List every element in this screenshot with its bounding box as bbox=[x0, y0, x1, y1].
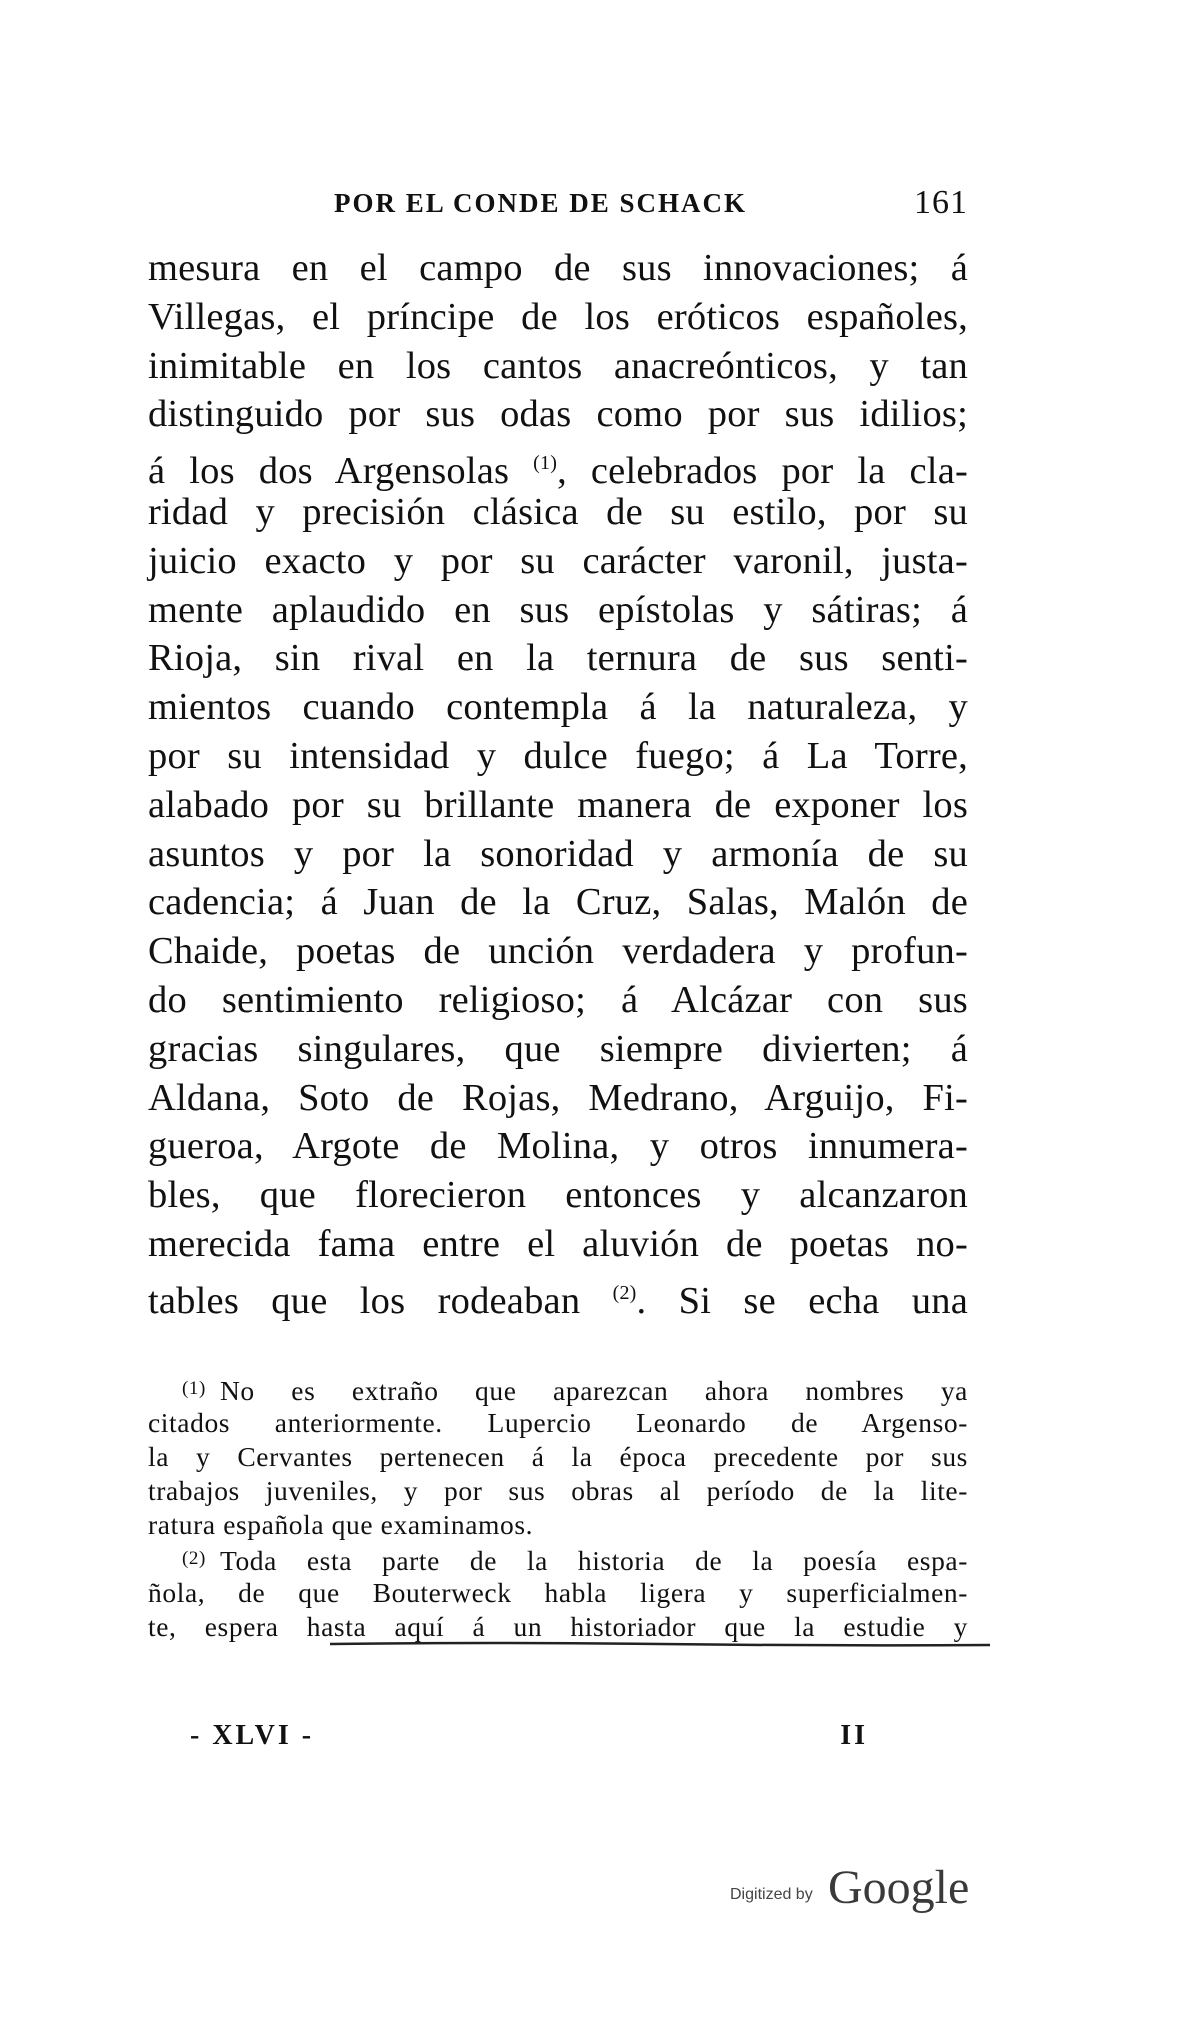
text-segment: á los dos Argensolas bbox=[148, 450, 534, 493]
footnote-2-mark: (2) bbox=[182, 1548, 206, 1569]
text-line: mientos cuando contempla á la naturaleza, y bbox=[148, 686, 968, 729]
text-line: Chaide, poetas de unción verdadera y profun- bbox=[148, 930, 968, 973]
footnote-1-line bbox=[148, 1372, 968, 1406]
page-header bbox=[148, 184, 968, 228]
footnote-1-line: citados anteriormente. Lupercio Leonardo de Argenso- bbox=[148, 1407, 968, 1438]
text-line: mesura en el campo de sus innovaciones; á bbox=[148, 247, 968, 289]
body-text bbox=[148, 244, 968, 1322]
footnote-1-mark: (1) bbox=[182, 1378, 206, 1399]
page-number: 161 bbox=[914, 184, 968, 221]
running-head: POR EL CONDE DE SCHACK bbox=[334, 188, 748, 218]
text-line: gueroa, Argote de Molina, y otros innumera- bbox=[148, 1125, 968, 1168]
text-line: do sentimiento religioso; á Alcázar con sus bbox=[148, 978, 968, 1021]
text-line: alabado por su brillante manera de exponer los bbox=[148, 783, 968, 826]
watermark-small-text: Digitized by bbox=[730, 1886, 813, 1903]
footnote-1-line: la y Cervantes pertenecen á la época precedente por sus bbox=[148, 1441, 968, 1472]
signature-right: II bbox=[840, 1720, 868, 1751]
handwritten-underline bbox=[330, 1641, 990, 1647]
text-line: Aldana, Soto de Rojas, Medrano, Arguijo, Fi- bbox=[148, 1076, 968, 1119]
footnote-1-line: trabajos juveniles, y por sus obras al período de la lite- bbox=[148, 1475, 968, 1506]
footnote-ref-1: (1) bbox=[533, 452, 558, 475]
footnotes bbox=[148, 1372, 968, 1644]
footnote-2-line: te, espera hasta aquí á un historiador que la estudie y bbox=[148, 1611, 968, 1642]
text-line: Villegas, el príncipe de los eróticos españoles, bbox=[148, 295, 968, 338]
footnote-2-line: ñola, de que Bouterweck habla ligera y superficialmen- bbox=[148, 1577, 968, 1608]
signature-left: - XLVI - bbox=[190, 1720, 315, 1751]
text-line: merecida fama entre el aluvión de poetas no- bbox=[148, 1222, 968, 1265]
text-line: gracias singulares, que siempre divierten; á bbox=[148, 1027, 968, 1070]
google-logo: Google bbox=[828, 1861, 970, 1914]
text-line: distinguido por sus odas como por sus idilios; bbox=[148, 393, 968, 436]
text-line: ridad y precisión clásica de su estilo, por su bbox=[148, 490, 968, 533]
digitized-watermark bbox=[730, 1860, 990, 1920]
footnote-text: No es extraño que aparezcan ahora nombres ya bbox=[219, 1375, 968, 1406]
footnote-ref-2: (2) bbox=[612, 1281, 637, 1304]
text-segment: tables que los rodeaban bbox=[148, 1279, 613, 1322]
text-line: asuntos y por la sonoridad y armonía de su bbox=[148, 832, 968, 875]
text-line bbox=[148, 1269, 968, 1322]
signature-mark bbox=[148, 1720, 868, 1760]
text-segment: , celebrados por la cla- bbox=[557, 450, 968, 493]
text-line: cadencia; á Juan de la Cruz, Salas, Malón de bbox=[148, 881, 968, 924]
text-line: bles, que florecieron entonces y alcanzaron bbox=[148, 1174, 968, 1217]
text-line: juicio exacto y por su carácter varonil, justa- bbox=[148, 539, 968, 582]
text-line: inimitable en los cantos anacreónticos, y tan bbox=[148, 344, 968, 387]
footnote-2-line bbox=[148, 1542, 968, 1576]
text-line: Rioja, sin rival en la ternura de sus senti- bbox=[148, 637, 968, 680]
text-line bbox=[148, 439, 968, 493]
text-segment: . Si se echa una bbox=[636, 1279, 968, 1322]
footnote-text: Toda esta parte de la historia de la poesía espa- bbox=[219, 1545, 968, 1576]
text-line: mente aplaudido en sus epístolas y sátiras; á bbox=[148, 588, 968, 631]
text-line: por su intensidad y dulce fuego; á La Torre, bbox=[148, 734, 968, 777]
footnote-1-line: ratura española que examinamos. bbox=[148, 1509, 534, 1540]
